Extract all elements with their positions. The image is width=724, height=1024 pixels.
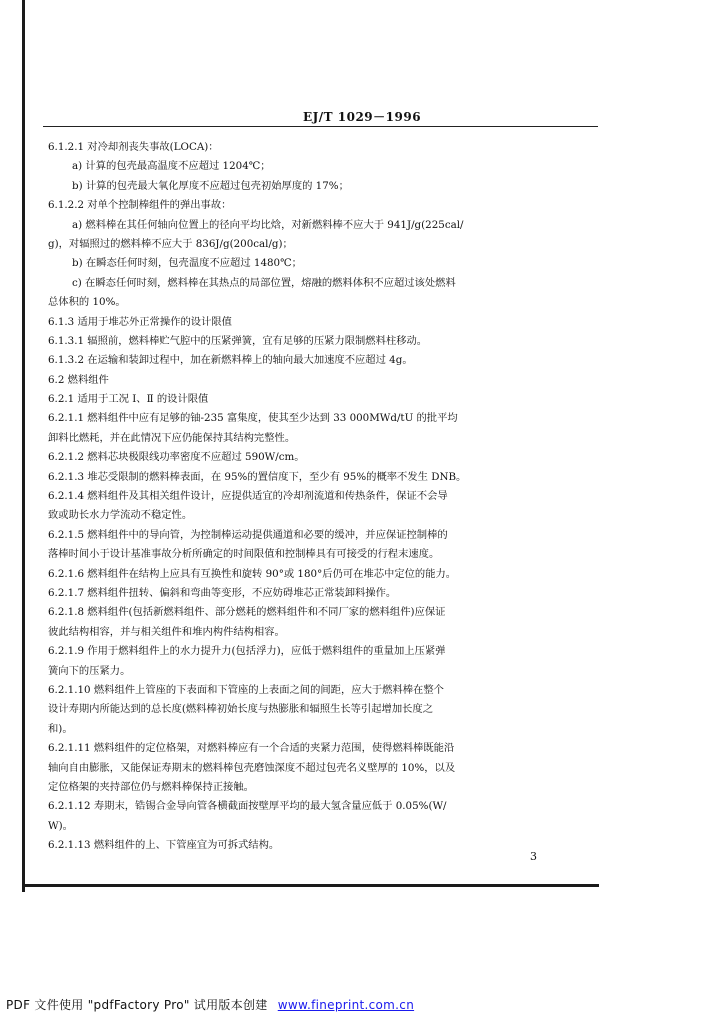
text-line: 簧向下的压紧力。 bbox=[48, 664, 131, 677]
text-line: W)。 bbox=[48, 819, 73, 832]
text-line: 6.2.1.6 燃料组件在结构上应具有互换性和旋转 90°或 180°后仍可在堆芯中定位的能力。 bbox=[48, 567, 457, 580]
header-divider bbox=[43, 126, 598, 127]
text-line: 6.1.3.1 辐照前，燃料棒贮气腔中的压紧弹簧，宜有足够的压紧力限制燃料柱移动。 bbox=[48, 334, 428, 347]
text-line: 6.2.1.13 燃料组件的上、下管座宜为可拆式结构。 bbox=[48, 839, 280, 852]
text-line: 彼此结构相容，并与相关组件和堆内构件结构相容。 bbox=[48, 625, 285, 638]
text-line: 6.2.1.2 燃料芯块极限线功率密度不应超过 590W/cm。 bbox=[48, 451, 305, 464]
footer-link[interactable]: www.fineprint.com.cn bbox=[277, 998, 415, 1012]
text-line: 落棒时间小于设计基准事故分析所确定的时间限值和控制棒具有可接受的行程末速度。 bbox=[48, 548, 440, 561]
text-line: b) 在瞬态任何时刻，包壳温度不应超过 1480℃； bbox=[72, 257, 302, 270]
text-line: a) 燃料棒在其任何轴向位置上的径向平均比焓，对新燃料棒不应大于 941J/g(225cal/ bbox=[72, 218, 464, 231]
text-line: 6.2.1.5 燃料组件中的导向管，为控制棒运动提供通道和必要的缓冲，并应保证控制棒的 bbox=[48, 528, 448, 541]
text-line: 轴向自由膨胀，又能保证寿期末的燃料棒包壳磨蚀深度不超过包壳名义壁厚的 10%，以及 bbox=[48, 761, 456, 774]
text-line: 6.2.1.10 燃料组件上管座的下表面和下管座的上表面之间的间距，应大于燃料棒在整个 bbox=[48, 683, 444, 696]
text-line: 总体积的 10%。 bbox=[48, 296, 126, 309]
text-line: 6.2.1.9 作用于燃料组件上的水力提升力(包括浮力)，应低于燃料组件的重量加上压紧弹 bbox=[48, 645, 446, 658]
text-line: 6.2.1.12 寿期末，锆锡合金导向管各横截面按壁厚平均的最大氢含量应低于 0.05%(W/ bbox=[48, 800, 447, 813]
document-body bbox=[48, 138, 548, 855]
text-line: 6.2.1.3 堆芯受限制的燃料棒表面，在 95%的置信度下，至少有 95%的概率不发生 DNB。 bbox=[48, 470, 467, 483]
text-line: g)，对辐照过的燃料棒不应大于 836J/g(200cal/g)； bbox=[48, 237, 293, 250]
left-border-line bbox=[22, 0, 25, 892]
footer-divider bbox=[22, 884, 599, 887]
text-line: 6.1.2.1 对冷却剂丧失事故(LOCA)： bbox=[48, 141, 219, 153]
pdf-footer bbox=[6, 996, 414, 1013]
text-line: 致或助长水力学流动不稳定性。 bbox=[48, 509, 193, 522]
text-line: 6.2 燃料组件 bbox=[48, 373, 109, 386]
text-line: b) 计算的包壳最大氧化厚度不应超过包壳初始厚度的 17%； bbox=[72, 179, 349, 192]
text-line: 设计寿期内所能达到的总长度(燃料棒初始长度与热膨胀和辐照生长等引起增加长度之 bbox=[48, 703, 433, 716]
text-line: 6.1.3 适用于堆芯外正常操作的设计限值 bbox=[48, 315, 232, 328]
text-line: 6.2.1 适用于工况 Ⅰ、Ⅱ 的设计限值 bbox=[48, 393, 209, 406]
text-line: 和)。 bbox=[48, 722, 73, 735]
page-number: 3 bbox=[530, 850, 537, 863]
text-line: 6.1.2.2 对单个控制棒组件的弹出事故： bbox=[48, 199, 232, 212]
text-line: 6.2.1.8 燃料组件(包括新燃料组件、部分燃耗的燃料组件和不同厂家的燃料组件)应保证 bbox=[48, 606, 446, 619]
text-line: 6.2.1.1 燃料组件中应有足够的铀-235 富集度，使其至少达到 33 000MWd/tU 的批平均 bbox=[48, 412, 458, 425]
text-line: 卸料比燃耗，并在此情况下应仍能保持其结构完整性。 bbox=[48, 431, 296, 444]
text-line: 6.1.3.2 在运输和装卸过程中，加在新燃料棒上的轴向最大加速度不应超过 4g。 bbox=[48, 354, 413, 367]
text-line: 6.2.1.7 燃料组件扭转、偏斜和弯曲等变形，不应妨碍堆芯正常装卸料操作。 bbox=[48, 586, 397, 599]
text-line: c) 在瞬态任何时刻，燃料棒在其热点的局部位置，熔融的燃料体积不应超过该处燃料 bbox=[72, 276, 456, 289]
text-line: 定位格架的夹持部位仍与燃料棒保持正接触。 bbox=[48, 780, 254, 793]
footer-text: PDF 文件使用 "pdfFactory Pro" 试用版本创建 bbox=[6, 998, 268, 1012]
page-header-standard-number: EJ/T 1029－1996 bbox=[302, 110, 422, 124]
text-line: 6.2.1.4 燃料组件及其相关组件设计，应提供适宜的冷却剂流道和传热条件，保证不会导 bbox=[48, 490, 448, 503]
text-line: a) 计算的包壳最高温度不应超过 1204℃； bbox=[72, 160, 271, 173]
text-line: 6.2.1.11 燃料组件的定位格架，对燃料棒应有一个合适的夹紧力范围，使得燃料棒既能沿 bbox=[48, 742, 455, 755]
